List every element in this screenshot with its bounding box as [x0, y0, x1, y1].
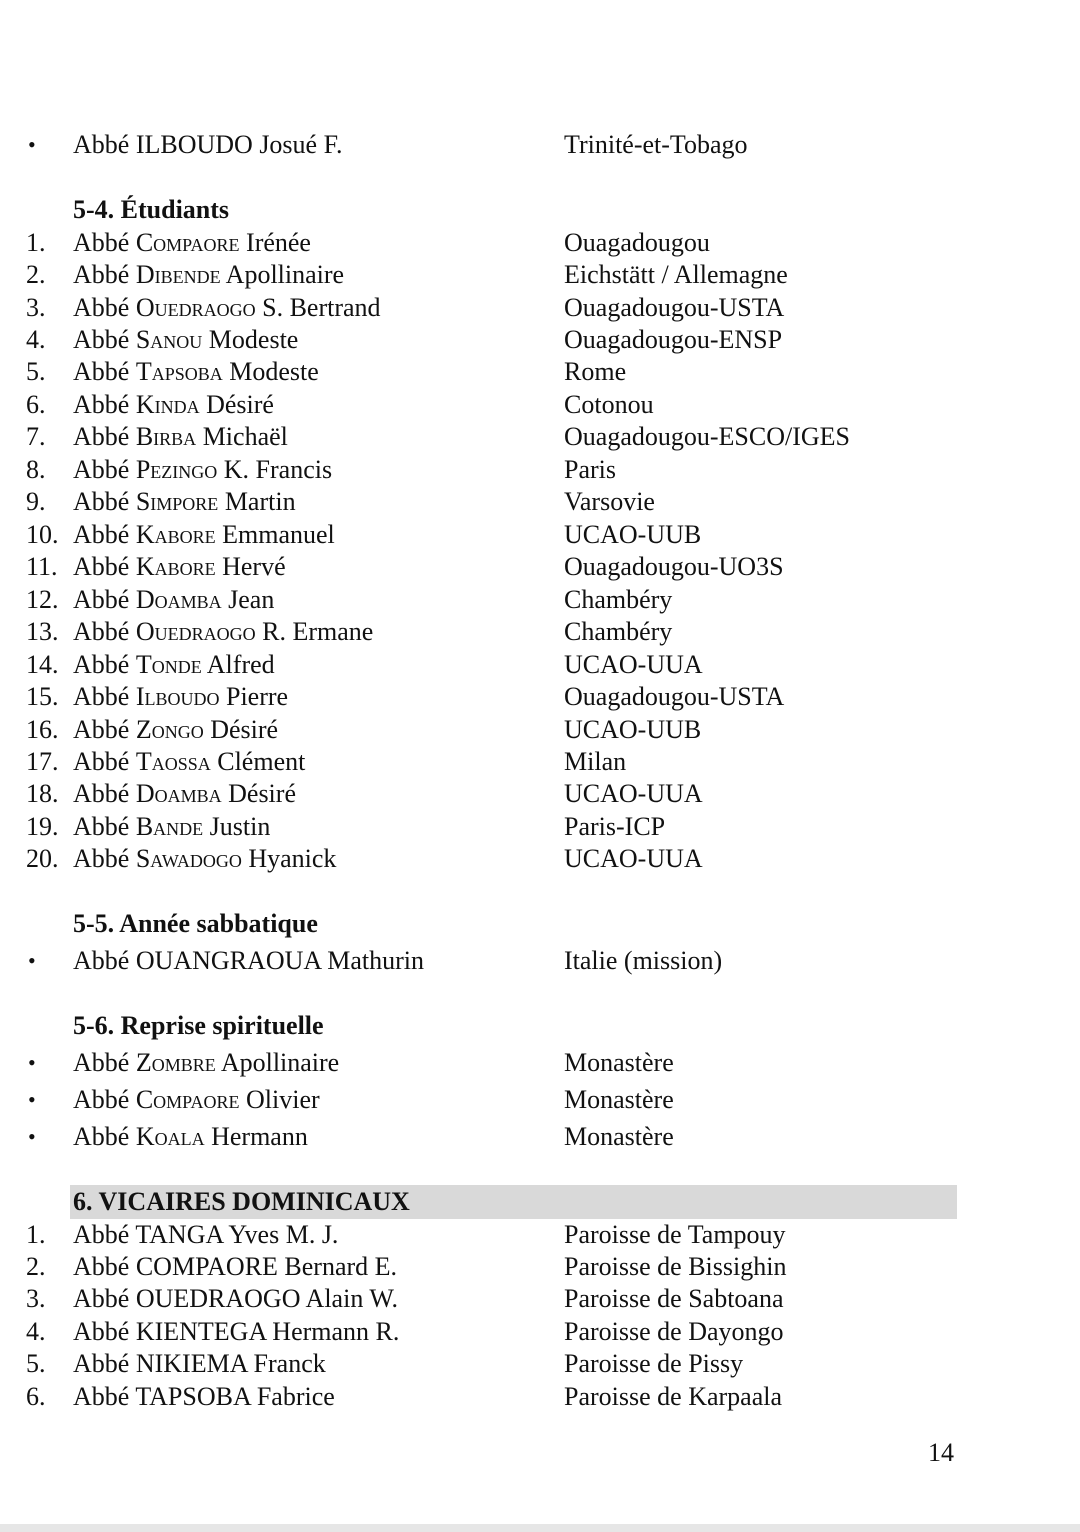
- person-name: [73, 616, 373, 648]
- person-surname: Tapsoba: [135, 357, 223, 386]
- person-place: Paroisse de Pissy: [564, 1349, 744, 1378]
- person-place: Ouagadougou-ENSP: [564, 325, 783, 354]
- person-place: Paroisse de Bissighin: [564, 1252, 787, 1281]
- person-title: Abbé: [73, 390, 130, 419]
- person-name: [73, 486, 296, 518]
- item-number: 14.: [26, 650, 59, 679]
- person-title: Abbé: [73, 487, 130, 516]
- person-place: Ouagadougou-UO3S: [564, 552, 784, 581]
- person-name: [73, 356, 319, 388]
- bullet-icon: •: [28, 1050, 36, 1075]
- item-number: 13.: [26, 617, 59, 646]
- person-given-name: R. Ermane: [262, 617, 374, 646]
- person-place: Paris-ICP: [564, 812, 666, 841]
- person-place: Ouagadougou-ESCO/IGES: [564, 422, 850, 451]
- person-full-name: TANGA Yves M. J.: [135, 1220, 339, 1249]
- person-name: [73, 1121, 308, 1153]
- person-place: Ouagadougou: [564, 228, 710, 257]
- person-title: Abbé: [73, 293, 130, 322]
- item-number: 3.: [26, 293, 46, 322]
- person-place: Eichstätt / Allemagne: [564, 260, 788, 289]
- person-given-name: Apollinaire: [220, 1048, 340, 1077]
- section-heading-vicars: [70, 1185, 957, 1219]
- item-number: 5.: [26, 1349, 46, 1378]
- item-number: 10.: [26, 520, 59, 549]
- person-full-name: KIENTEGA Hermann R.: [135, 1317, 400, 1346]
- person-given-name: Apollinaire: [225, 260, 345, 289]
- person-title: Abbé: [73, 357, 130, 386]
- person-name: [73, 1283, 398, 1315]
- person-name: [73, 1316, 399, 1348]
- item-number: 17.: [26, 747, 59, 776]
- item-number: 18.: [26, 779, 59, 808]
- person-given-name: Martin: [224, 487, 296, 516]
- section-heading-spiritual: 5-6. Reprise spirituelle: [73, 1011, 324, 1040]
- person-name: [73, 259, 344, 291]
- person-full-name: NIKIEMA Franck: [135, 1349, 326, 1378]
- person-place: Paroisse de Sabtoana: [564, 1284, 784, 1313]
- person-name: [73, 389, 274, 421]
- person-place: Milan: [564, 747, 627, 776]
- person-place: Italie (mission): [564, 946, 723, 975]
- person-surname: Kinda: [135, 390, 200, 419]
- person-name: [73, 324, 298, 356]
- person-surname: Compaore: [135, 1085, 240, 1114]
- section-heading-sabbatical: 5-5. Année sabbatique: [73, 909, 318, 938]
- person-title: Abbé: [73, 1085, 130, 1114]
- person-given-name: Désiré: [206, 390, 274, 419]
- item-number: 8.: [26, 455, 46, 484]
- person-name: [73, 1251, 397, 1283]
- item-number: 19.: [26, 812, 59, 841]
- person-title: Abbé: [73, 422, 130, 451]
- person-surname: Zongo: [135, 715, 204, 744]
- person-given-name: Hermann: [211, 1122, 308, 1151]
- person-place: Paroisse de Dayongo: [564, 1317, 784, 1346]
- person-surname: Ouedraogo: [135, 293, 256, 322]
- person-place: UCAO-UUA: [564, 650, 703, 679]
- person-title: Abbé: [73, 1349, 130, 1378]
- person-given-name: Justin: [209, 812, 271, 841]
- person-surname: Sawadogo: [135, 844, 242, 873]
- person-title: Abbé: [73, 1122, 130, 1151]
- person-surname: Compaore: [135, 228, 240, 257]
- person-full-name: COMPAORE Bernard E.: [135, 1252, 398, 1281]
- person-given-name: Clément: [217, 747, 306, 776]
- person-surname: Sanou: [135, 325, 203, 354]
- person-given-name: Hyanick: [248, 844, 337, 873]
- person-surname: Kabore: [135, 520, 216, 549]
- person-title: Abbé: [73, 715, 130, 744]
- person-title: Abbé: [73, 682, 130, 711]
- person-title: Abbé: [73, 747, 130, 776]
- person-title: Abbé: [73, 1317, 130, 1346]
- person-surname: Zombre: [135, 1048, 216, 1077]
- person-place: Trinité-et-Tobago: [564, 130, 748, 159]
- person-place: Ouagadougou-USTA: [564, 682, 785, 711]
- person-title: Abbé: [73, 1252, 130, 1281]
- person-title: Abbé: [73, 650, 130, 679]
- page-number: 14: [928, 1438, 954, 1467]
- person-name: [73, 649, 275, 681]
- person-name: [73, 292, 381, 324]
- person-given-name: K. Francis: [223, 455, 333, 484]
- person-place: Paris: [564, 455, 616, 484]
- bullet-icon: •: [28, 132, 36, 157]
- person-place: UCAO-UUB: [564, 715, 702, 744]
- person-place: Monastère: [564, 1048, 674, 1077]
- person-title: Abbé: [73, 520, 130, 549]
- person-title: Abbé: [73, 1284, 130, 1313]
- person-surname: Pezingo: [135, 455, 218, 484]
- item-number: 15.: [26, 682, 59, 711]
- bullet-icon: •: [28, 948, 36, 973]
- person-given-name: Michaël: [202, 422, 288, 451]
- section-heading-text: 6. VICAIRES DOMINICAUX: [73, 1187, 410, 1216]
- item-number: 12.: [26, 585, 59, 614]
- item-number: 20.: [26, 844, 59, 873]
- person-place: UCAO-UUA: [564, 779, 703, 808]
- item-number: 11.: [26, 552, 58, 581]
- person-place: Paroisse de Tampouy: [564, 1220, 786, 1249]
- person-given-name: Jean: [228, 585, 275, 614]
- person-title: Abbé: [73, 552, 130, 581]
- person-given-name: Pierre: [225, 682, 289, 711]
- person-name: [73, 1219, 338, 1251]
- person-title: Abbé: [73, 779, 130, 808]
- person-surname: Bande: [135, 812, 204, 841]
- person-place: Paroisse de Karpaala: [564, 1382, 783, 1411]
- person-title: Abbé: [73, 1048, 130, 1077]
- person-full-name: TAPSOBA Fabrice: [135, 1382, 335, 1411]
- person-name: [73, 551, 286, 583]
- item-number: 2.: [26, 1252, 46, 1281]
- item-number: 3.: [26, 1284, 46, 1313]
- person-surname: Ilboudo: [135, 682, 220, 711]
- person-surname: Tonde: [135, 650, 202, 679]
- person-full-name: OUEDRAOGO Alain W.: [135, 1284, 398, 1313]
- item-number: 6.: [26, 390, 46, 419]
- person-name: [73, 778, 296, 810]
- item-number: 5.: [26, 357, 46, 386]
- person-place: Chambéry: [564, 585, 673, 614]
- person-surname: Doamba: [135, 585, 222, 614]
- person-surname: Ouedraogo: [135, 617, 256, 646]
- person-surname: Doamba: [135, 779, 222, 808]
- person-name: [73, 746, 305, 778]
- person-name: Abbé OUANGRAOUA Mathurin: [73, 946, 424, 975]
- person-title: Abbé: [73, 260, 130, 289]
- item-number: 4.: [26, 325, 46, 354]
- person-name: [73, 681, 288, 713]
- person-title: Abbé: [73, 585, 130, 614]
- person-name: [73, 227, 311, 259]
- bullet-icon: •: [28, 1087, 36, 1112]
- item-number: 2.: [26, 260, 46, 289]
- person-surname: Kabore: [135, 552, 216, 581]
- person-name: [73, 1381, 335, 1413]
- person-place: Chambéry: [564, 617, 673, 646]
- person-given-name: Modeste: [229, 357, 319, 386]
- person-surname: Dibende: [135, 260, 221, 289]
- item-number: 9.: [26, 487, 46, 516]
- person-given-name: Olivier: [246, 1085, 320, 1114]
- person-name: [73, 1047, 339, 1079]
- person-place: Cotonou: [564, 390, 654, 419]
- person-name: [73, 454, 332, 486]
- person-place: Monastère: [564, 1085, 674, 1114]
- person-name: [73, 1084, 320, 1116]
- person-given-name: Irénée: [246, 228, 311, 257]
- person-given-name: Alfred: [206, 650, 275, 679]
- item-number: 7.: [26, 422, 46, 451]
- person-place: Ouagadougou-USTA: [564, 293, 785, 322]
- person-name: [73, 584, 274, 616]
- person-place: UCAO-UUB: [564, 520, 702, 549]
- person-place: Varsovie: [564, 487, 655, 516]
- item-number: 16.: [26, 715, 59, 744]
- item-number: 1.: [26, 228, 46, 257]
- person-place: Rome: [564, 357, 627, 386]
- person-title: Abbé: [73, 325, 130, 354]
- person-name: [73, 1348, 326, 1380]
- person-name: [73, 421, 288, 453]
- person-surname: Simpore: [135, 487, 219, 516]
- person-name: Abbé ILBOUDO Josué F.: [73, 130, 343, 159]
- person-surname: Taossa: [135, 747, 211, 776]
- person-given-name: Désiré: [210, 715, 279, 744]
- viewer-bottom-bar: [0, 1524, 1080, 1532]
- person-given-name: Hervé: [222, 552, 286, 581]
- person-name: [73, 843, 336, 875]
- person-surname: Birba: [135, 422, 197, 451]
- person-title: Abbé: [73, 455, 130, 484]
- person-name: [73, 714, 278, 746]
- person-place: UCAO-UUA: [564, 844, 703, 873]
- person-title: Abbé: [73, 844, 130, 873]
- person-title: Abbé: [73, 812, 130, 841]
- section-heading-students: 5-4. Étudiants: [73, 195, 230, 224]
- item-number: 4.: [26, 1317, 46, 1346]
- person-surname: Koala: [135, 1122, 205, 1151]
- person-title: Abbé: [73, 617, 130, 646]
- person-given-name: Désiré: [228, 779, 296, 808]
- person-name: [73, 519, 335, 551]
- bullet-icon: •: [28, 1124, 36, 1149]
- item-number: 6.: [26, 1382, 46, 1411]
- person-title: Abbé: [73, 1220, 130, 1249]
- person-given-name: S. Bertrand: [262, 293, 381, 322]
- item-number: 1.: [26, 1220, 46, 1249]
- person-title: Abbé: [73, 1382, 130, 1411]
- person-place: Monastère: [564, 1122, 674, 1151]
- person-name: [73, 811, 270, 843]
- person-title: Abbé: [73, 228, 130, 257]
- person-given-name: Emmanuel: [222, 520, 335, 549]
- person-given-name: Modeste: [208, 325, 299, 354]
